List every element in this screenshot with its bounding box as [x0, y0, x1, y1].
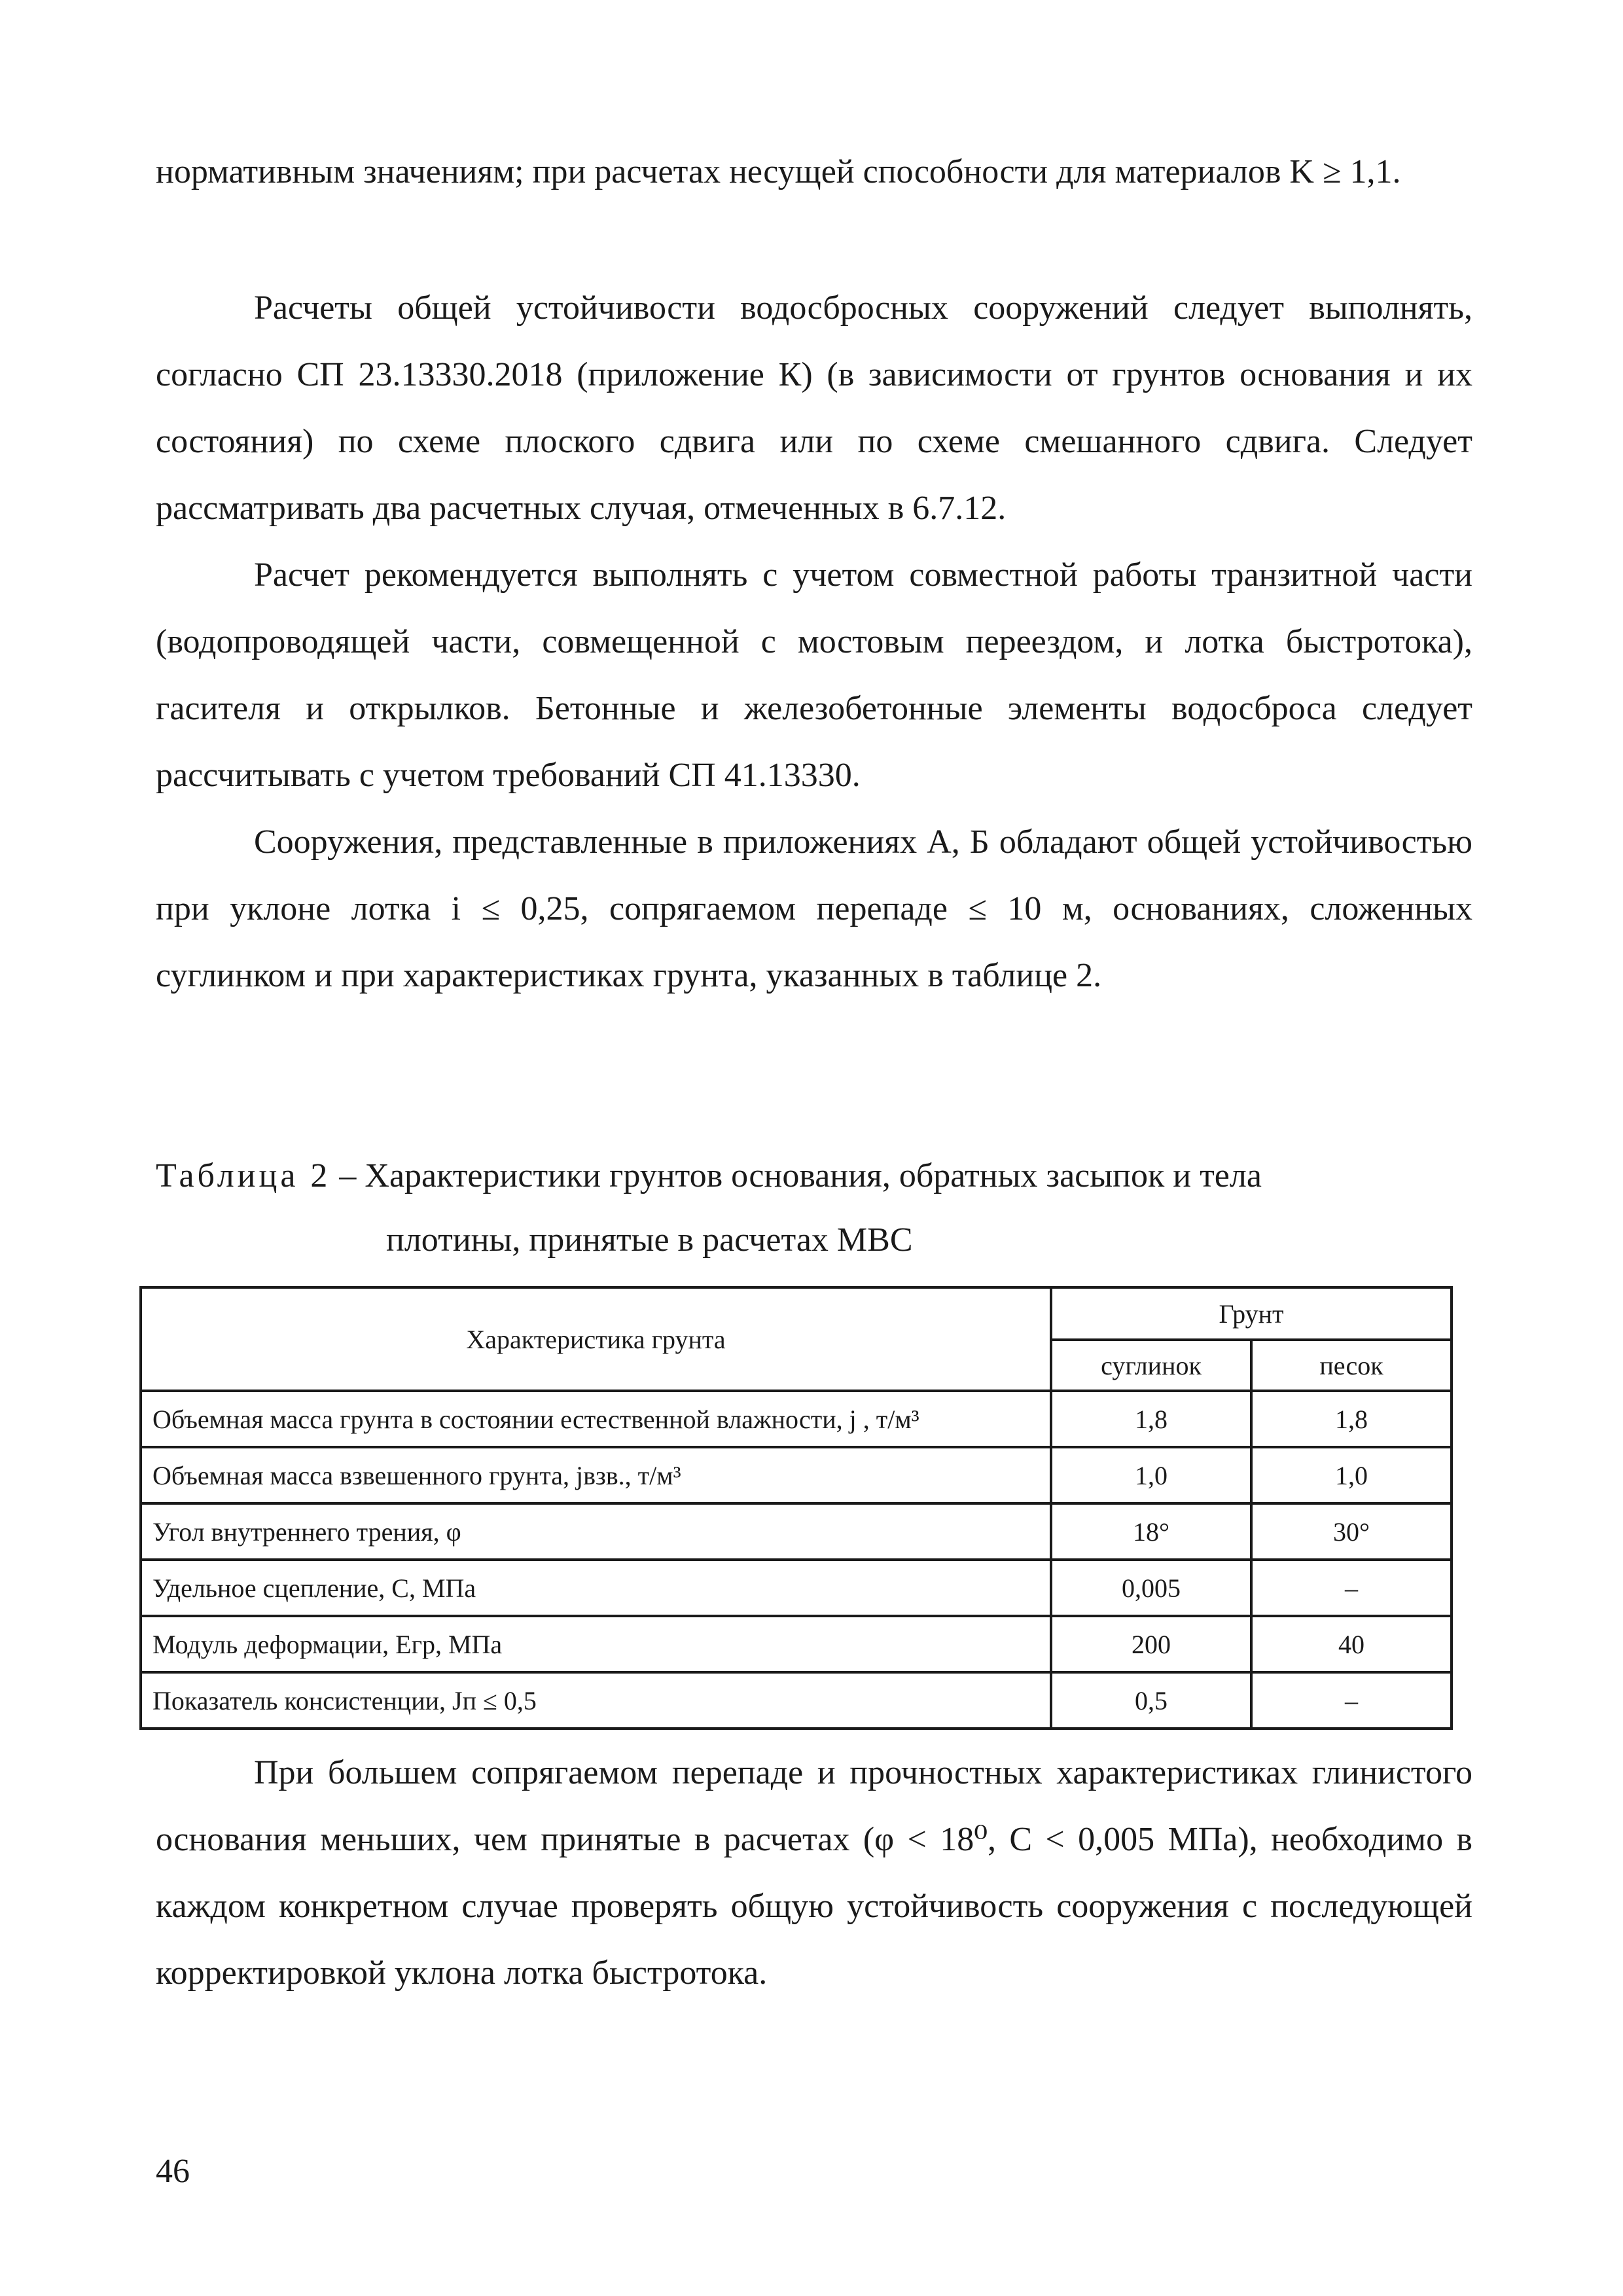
row-loam-value: 18°	[1051, 1503, 1251, 1560]
row-sand-value: –	[1251, 1672, 1452, 1729]
table-row	[141, 1447, 1452, 1503]
row-name: Объемная масса грунта в состоянии естественной влажности, j , т/м³	[141, 1391, 1051, 1447]
row-sand-value: 1,0	[1251, 1447, 1452, 1503]
row-name: Модуль деформации, Eгр, МПа	[141, 1616, 1051, 1672]
row-loam-value: 200	[1051, 1616, 1251, 1672]
row-name: Удельное сцепление, C, МПа	[141, 1560, 1051, 1616]
row-sand-value: 1,8	[1251, 1391, 1452, 1447]
paragraph-4: Сооружения, представленные в приложениях А, Б обладают общей устойчивостью при уклоне лотка i ≤ 0,25, сопрягаемом перепаде ≤ 10 м, основаниях, сложенных суглинком и при характеристиках грунта, указанных в таблице 2.	[156, 823, 1472, 994]
row-loam-value: 0,005	[1051, 1560, 1251, 1616]
table-row	[141, 1391, 1452, 1447]
row-name: Показатель консистенции, Jп ≤ 0,5	[141, 1672, 1051, 1729]
row-loam-value: 1,8	[1051, 1391, 1251, 1447]
table-caption-dash: –	[330, 1157, 365, 1194]
table-caption-line1: Характеристики грунтов основания, обратных засыпок и тела	[365, 1157, 1262, 1194]
page-number: 46	[156, 2153, 190, 2190]
table-row	[141, 1560, 1452, 1616]
header-soil-group: Грунт	[1051, 1287, 1452, 1340]
header-characteristic: Характеристика грунта	[141, 1287, 1051, 1391]
soil-characteristics-table	[139, 1286, 1453, 1730]
row-name: Объемная масса взвешенного грунта, jвзв., т/м³	[141, 1447, 1051, 1503]
paragraph-3: Расчет рекомендуется выполнять с учетом совместной работы транзитной части (водопроводящей части, совмещенной с мостовым переездом, и лотка быстротока), гасителя и открылков. Бетонные и железобетонные элементы водосброса следует рассчитывать с учетом требований СП 41.13330.	[156, 556, 1472, 794]
row-loam-value: 0,5	[1051, 1672, 1251, 1729]
paragraph-2: Расчеты общей устойчивости водосбросных сооружений следует выполнять, согласно СП 23.13330.2018 (приложение К) (в зависимости от грунтов основания и их состояния) по схеме плоского сдвига или по схеме смешанного сдвига. Следует рассматривать два расчетных случая, отмеченных в 6.7.12.	[156, 289, 1472, 527]
row-name: Угол внутреннего трения, φ	[141, 1503, 1051, 1560]
header-loam: суглинок	[1051, 1340, 1251, 1391]
table-row	[141, 1616, 1452, 1672]
table-caption	[156, 1144, 1472, 1272]
row-sand-value: 40	[1251, 1616, 1452, 1672]
paragraph-5: При большем сопрягаемом перепаде и прочностных характеристиках глинистого основания меньших, чем принятые в расчетах (φ < 18⁰, C < 0,005 МПа), необходимо в каждом конкретном случае проверять общую устойчивость сооружения с последующей корректировкой уклона лотка быстротока.	[156, 1754, 1472, 1992]
header-sand: песок	[1251, 1340, 1452, 1391]
paragraph-1: нормативным значениям; при расчетах несущей способности для материалов K ≥ 1,1.	[156, 153, 1401, 190]
table-caption-label: Таблица 2	[156, 1157, 331, 1194]
row-loam-value: 1,0	[1051, 1447, 1251, 1503]
row-sand-value: –	[1251, 1560, 1452, 1616]
table-row	[141, 1672, 1452, 1729]
table-row	[141, 1503, 1452, 1560]
table-caption-line2: плотины, принятые в расчетах МВС	[386, 1221, 913, 1259]
row-sand-value: 30°	[1251, 1503, 1452, 1560]
